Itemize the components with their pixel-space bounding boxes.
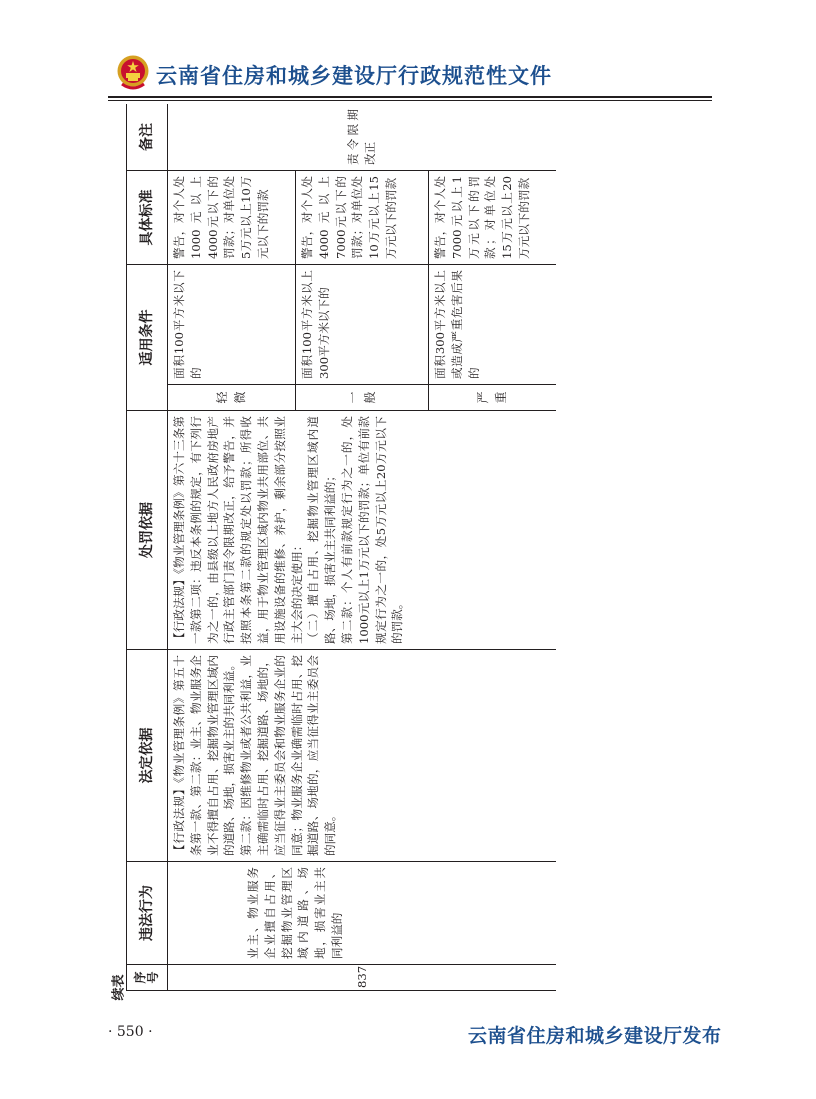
table-row: [168, 104, 296, 991]
cell-standard-general: 警告，对个人处4000元以上7000元以下的罚款；对单位处10万元以上15万元以下的罚款: [296, 171, 429, 265]
header-act: 违法行为: [127, 862, 168, 965]
header-seq: 序号: [127, 965, 168, 991]
national-emblem-icon: [116, 54, 150, 90]
header-legal-basis: 法定依据: [127, 650, 168, 862]
cell-seq: 837: [168, 965, 557, 991]
page-header: [108, 52, 708, 92]
cell-standard-minor: 警告，对个人处1000元以上4000元以下的罚款；对单位处5万元以上10万元以下的罚款: [168, 171, 296, 265]
table-container: [126, 104, 556, 991]
header-rule: [108, 96, 712, 98]
cell-condition-general: 面积100平方米以上300平方米以下的: [296, 265, 429, 385]
footer-publisher: 云南省住房和城乡建设厅发布: [468, 1025, 722, 1047]
header-condition: 适用条件: [127, 265, 168, 411]
cell-legal-basis: 【行政法规】《物业管理条例》第五十条第一款、第二款：业主、物业服务企业不得擅自占用、挖掘物业管理区域内的道路、场地，损害业主的共同利益。 第二款：因维修物业或者公共利益，业主确需临时占用、挖掘道路、场地的，应当征得业主委员会和物业服务企业的同意；物业服务企业确需临时占用、挖掘道路、场地的，应当征得业主委员会的同意。: [168, 650, 557, 862]
cell-remark: 责令限期改正: [168, 104, 557, 171]
cell-condition-minor: 面积100平方米以下的: [168, 265, 296, 385]
cell-penalty-basis: 【行政法规】《物业管理条例》第六十三条第一款第二项：违反本条例的规定，有下列行为之一的，由县级以上地方人民政府房地产行政主管部门责令限期改正，给予警告，并按照本条第二款的规定处以罚款；所得收益，用于物业管理区域内物业共用部位、共用设施设备的维修、养护，剩余部分按照业主大会的决定使用： （二）擅自占用、挖掘物业管理区域内道路、场地，损害业主共同利益的； 第二款：个人有前款规定行为之一的，处1000元以上1万元以下的罚款；单位有前款规定行为之一的，处5万元以上20万元以下的罚款。: [168, 411, 557, 650]
header-standard: 具体标准: [127, 171, 168, 265]
cell-condition-severe: 面积300平方米以上或造成严重危害后果的: [429, 265, 557, 385]
header-remark: 备注: [127, 104, 168, 171]
header-penalty-basis: 处罚依据: [127, 411, 168, 650]
cell-standard-severe: 警告，对个人处7000元以上1万元以下的罚款；对单位处15万元以上20万元以下的罚款: [429, 171, 557, 265]
page-number: · 550 ·: [108, 1024, 153, 1040]
cell-act: 业主、物业服务企业擅自占用、挖掘物业管理区域内道路、场地，损害业主共同利益的: [168, 862, 557, 965]
header-rule-thin: [108, 100, 712, 101]
cell-level-minor: 轻微: [168, 385, 296, 411]
header-title: 云南省住房和城乡建设厅行政规范性文件: [156, 64, 552, 88]
continued-label: 续表: [111, 974, 127, 1001]
table-header-row: [127, 104, 168, 991]
penalty-table: [126, 104, 556, 991]
cell-level-severe: 严重: [429, 385, 557, 411]
cell-level-general: 一般: [296, 385, 429, 411]
